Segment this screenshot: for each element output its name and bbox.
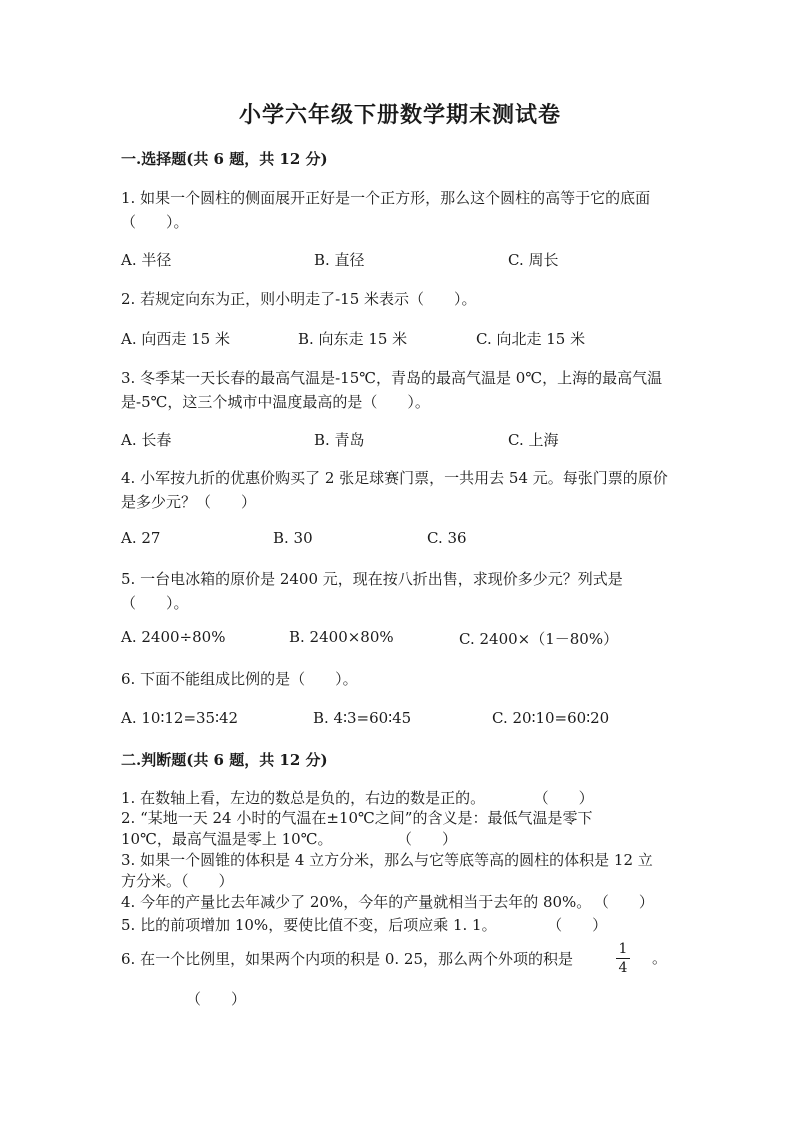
option-a: A. 27 [121, 529, 161, 547]
fraction-numerator: 1 [618, 941, 628, 957]
answer-parentheses: （ ） [181, 872, 234, 890]
judgement-statement: 1. 在数轴上看，左边的数总是负的，右边的数是正的。 [121, 789, 486, 807]
option-a: A. 2400÷80% [121, 628, 226, 646]
option-b: B. 30 [273, 529, 313, 547]
option-c: C. 2400×（1－80%） [459, 630, 619, 648]
question-text [121, 808, 641, 850]
question-text [121, 913, 681, 937]
option-a: A. 长春 [121, 431, 172, 449]
answer-parentheses: （ ） [601, 893, 654, 911]
page-title: 小学六年级下册数学期末测试卷 [238, 102, 561, 128]
option-b: B. 4∶3=60∶45 [313, 709, 412, 727]
answer-parentheses: （ ） [541, 789, 594, 807]
question-text [121, 850, 661, 892]
option-c: C. 20∶10=60∶20 [492, 709, 610, 727]
answer-parentheses: （ ） [186, 990, 247, 1008]
question-text: 5. 一台电冰箱的原价是 2400 元，现在按八折出售，求现价多少元？列式是（ ）。 [121, 570, 623, 612]
question-text: 4. 小军按九折的优惠价购买了 2 张足球赛门票，一共用去 54 元。每张门票的原价是多少元？（ ） [121, 469, 668, 511]
fraction-one-quarter [616, 941, 630, 976]
judgement-statement: 2. “某地一天 24 小时的气温在±10℃之间”的含义是：最低气温是零下 10℃，最高气温是零上 10℃。 [121, 809, 593, 848]
question-text [121, 947, 681, 971]
section-title-judgement: 二.判断题(共 6 题，共 12 分) [121, 751, 328, 769]
fraction-bar [616, 958, 630, 959]
option-c: C. 向北走 15 米 [476, 330, 586, 348]
question-text: 1. 如果一个圆柱的侧面展开正好是一个正方形，那么这个圆柱的高等于它的底面（ ）。 [121, 189, 651, 231]
fraction-denominator: 4 [618, 960, 628, 976]
option-b: B. 2400×80% [289, 628, 394, 646]
option-a: A. 10∶12=35∶42 [121, 709, 239, 727]
judgement-statement: 4. 今年的产量比去年减少了 20%，今年的产量就相当于去年的 80%。 [121, 893, 592, 911]
answer-parentheses: （ ） [404, 830, 458, 848]
question-text [121, 890, 681, 914]
question-text [121, 786, 641, 810]
option-c: C. 周长 [508, 251, 559, 269]
option-c: C. 36 [427, 529, 467, 547]
judgement-statement: 5. 比的前项增加 10%，要使比值不变，后项应乘 1. 1。 [121, 916, 497, 934]
answer-parentheses: （ ） [554, 916, 608, 934]
option-b: B. 青岛 [314, 431, 365, 449]
option-a: A. 向西走 15 米 [121, 330, 230, 348]
option-c: C. 上海 [508, 431, 559, 449]
option-b: B. 向东走 15 米 [298, 330, 408, 348]
sentence-end-mark: 。 [652, 949, 668, 967]
question-text: 6. 下面不能组成比例的是（ ）。 [121, 670, 358, 688]
option-b: B. 直径 [314, 251, 365, 269]
judgement-statement: 3. 如果一个圆锥的体积是 4 立方分米，那么与它等底等高的圆柱的体积是 12 立方分米。 [121, 851, 653, 890]
question-text: 2. 若规定向东为正，则小明走了-15 米表示（ ）。 [121, 290, 477, 308]
option-a: A. 半径 [121, 251, 172, 269]
section-title-choice: 一.选择题(共 6 题，共 12 分) [121, 150, 328, 168]
question-text: 3. 冬季某一天长春的最高气温是-15℃，青岛的最高气温是 0℃，上海的最高气温是-5℃，这三个城市中温度最高的是（ ）。 [121, 369, 663, 411]
judgement-statement: 6. 在一个比例里，如果两个内项的积是 0. 25，那么两个外项的积是 [121, 950, 574, 968]
